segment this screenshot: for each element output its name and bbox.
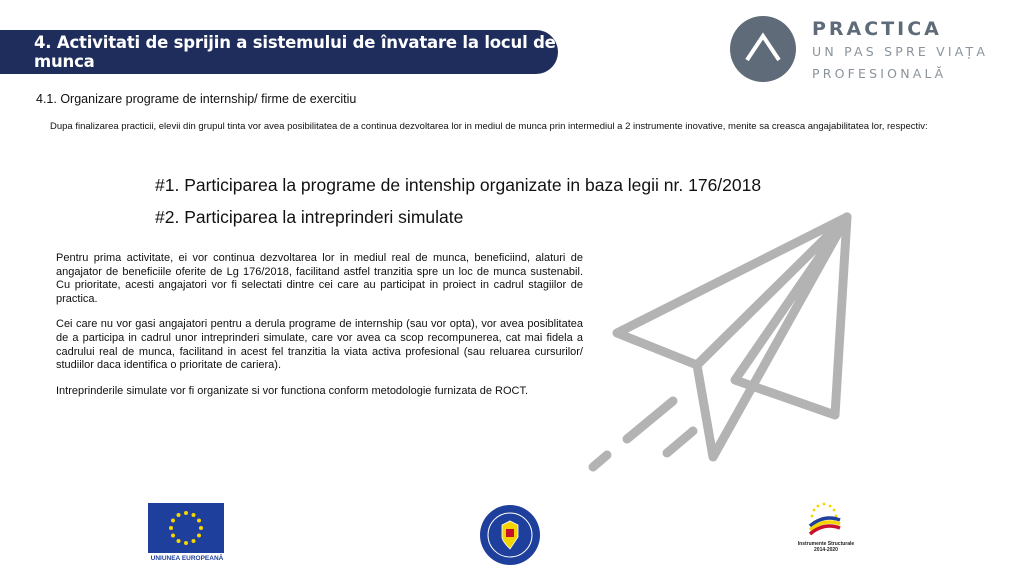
paragraph-3: Intreprinderile simulate vor fi organizate si vor functiona conform metodologie furnizata de ROCT. [56, 384, 529, 397]
mountain-peak-icon [730, 16, 796, 82]
brand-logo [730, 16, 1020, 86]
body-text [56, 252, 583, 410]
intro-text: Dupa finalizarea practicii, elevii din grupul tinta vor avea posibilitatea de a continua dezvoltarea lor in mediul de munca prin intermediul a 2 instrumente inovative, menite sa creasca angajabilitatea lor, respectiv: [50, 121, 928, 132]
paper-plane-icon [585, 205, 865, 475]
paragraph-1: Pentru prima activitate, ei vor continua dezvoltarea lor in mediul real de munca, beneficiind, alaturi de angajator de beneficiile oferite de Lg 176/2018, facilitand astfel tranzitia spre un loc de munca sustenabil. Cu prioritate, acesti angajatori vor fi selectati dintre cei care au participat in proiect in cadrul stagiilor de practica. [56, 252, 583, 305]
is-label-line1: Instrumente Structurale [797, 541, 855, 547]
brand-name: PRACTICA [812, 18, 942, 40]
instrument-item-2: #2. Participarea la intreprinderi simulate [155, 207, 464, 227]
section-title: 4. Activitati de sprijin a sistemului de învatare la locul de munca [34, 33, 556, 71]
brand-tagline-line1: UN PAS SPRE VIAȚA [812, 44, 989, 59]
eu-label: UNIUNEA EUROPEANĂ [150, 555, 224, 562]
brand-tagline-line2: PROFESIONALĂ [812, 66, 947, 81]
instrumente-structurale-icon [796, 500, 852, 542]
is-label [784, 541, 868, 553]
guvernul-romaniei-seal-icon [478, 503, 542, 567]
subsection-title: 4.1. Organizare programe de internship/ firme de exercitiu [36, 92, 357, 106]
eu-flag-icon [148, 503, 224, 553]
instrument-item-1: #1. Participarea la programe de intenship organizate in baza legii nr. 176/2018 [155, 175, 762, 195]
is-label-line2: 2014-2020 [814, 547, 838, 553]
paragraph-2: Cei care nu vor gasi angajatori pentru a derula programe de internship (sau vor opta), vor avea posiblitatea de a participa in cadrul unor intreprinderi simulate, care vor avea ca scop recompunerea, cat mai fidela a cadrului real de munca, facilitand in acest fel tranzitia la viata activa profesional (sau reluarea cursurilor/ studiilor daca identifica o prioritate de cariera). [56, 318, 583, 372]
section-title-bar [0, 30, 558, 74]
